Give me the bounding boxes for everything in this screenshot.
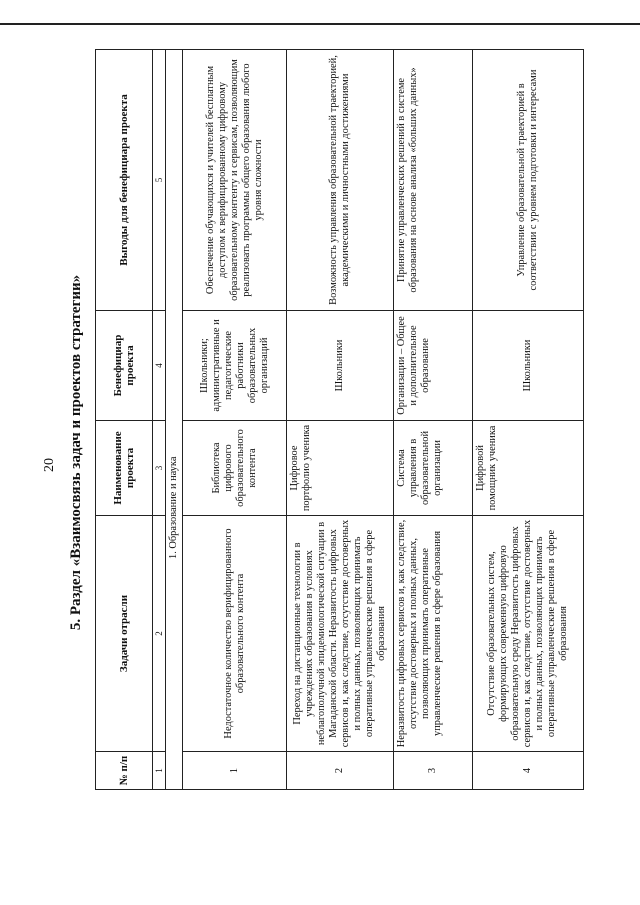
row-num: 2 [287,752,394,790]
row-benefit: Управление образовательной траекторией в соответствии с уровнем подготовки и интересами [473,50,584,311]
row-project: Система управления в образовательной организации [394,421,473,516]
strategy-table [95,49,584,790]
section-row [166,50,183,790]
header-tasks: Задачи отрасли [96,516,153,752]
col-number: 1 [153,752,166,790]
page-edge-rule [0,23,640,25]
header-project: Наименование проекта [96,421,153,516]
row-num: 3 [394,752,473,790]
row-benefit: Возможность управления образовательной траекторией, академическими и личностными достижениями [287,50,394,311]
row-beneficiary: Школьники; административные и педагогические работники образовательных организаций [183,311,287,421]
row-beneficiary: Школьники [287,311,394,421]
header-beneficiary: Бенефициар проекта [96,311,153,421]
col-number: 2 [153,516,166,752]
col-number: 5 [153,50,166,311]
row-task: Неразвитость цифровых сервисов и, как следствие, отсутствие достоверных и полных данных, позволяющих принимать оперативные управленческие решения в сфере образования [394,516,473,752]
row-project: Цифровой помощник ученика [473,421,584,516]
page-title: 5. Раздел «Взаимосвязь задач и проектов стратегии» [68,274,84,631]
row-num: 4 [473,752,584,790]
row-benefit: Принятие управленческих решений в системе образования на основе анализа «больших данных» [394,50,473,311]
header-num: № п/п [96,752,153,790]
col-number: 3 [153,421,166,516]
header-benefits: Выгоды для бенефициара проекта [96,50,153,311]
row-task: Переход на дистанционные технологии в учреждениях образования в условиях неблагополучной эпидемиологической ситуации в Магаданской области. Неразвитость цифровых сервисов и, как следствие, отсутствие достоверных и полных данных, позволяющих принимать оперативные управленческие решения в сфере образования [287,516,394,752]
section-title: 1. Образование и наука [166,50,183,790]
col-number: 4 [153,311,166,421]
row-project: Цифровое портфолио ученика [287,421,394,516]
row-benefit: Обеспечение обучающихся и учителей бесплатным доступом к верифицированному цифровому образовательному контенту и сервисам, позволяющим реализовать программы общего образования любого уровня сложности [183,50,287,311]
table-row [394,50,473,790]
row-beneficiary: Организации – Общее и дополнительное образование [394,311,473,421]
table-header-row [96,50,153,790]
table-row [287,50,394,790]
row-task: Недостаточное количество верифицированного образовательного контента [183,516,287,752]
row-num: 1 [183,752,287,790]
row-task: Отсутствие образовательных систем, формирующих современную цифровую образовательную среду Неразвитость цифровых сервисов и, как следствие, отсутствие достоверных и полных данных, позволяющих принимать оперативные управленческие решения в сфере образования [473,516,584,752]
table-row [473,50,584,790]
row-project: Библиотека цифрового образовательного контента [183,421,287,516]
row-beneficiary: Школьники [473,311,584,421]
page-number: 20 [42,458,57,472]
column-number-row [153,50,166,790]
table-row [183,50,287,790]
